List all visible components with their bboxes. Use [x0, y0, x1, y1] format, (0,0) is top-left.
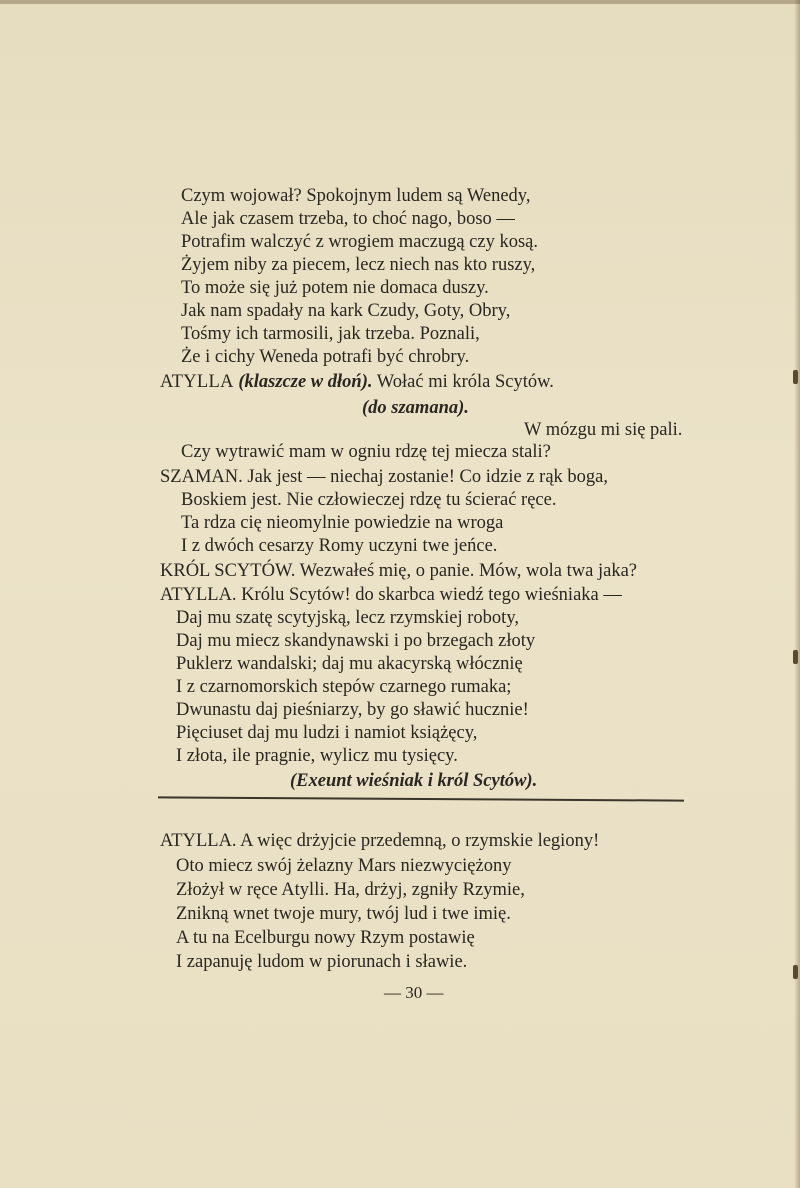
speaker-line: ATYLLA. A więc drżyjcie przedemną, o rzymskie legiony! — [160, 831, 600, 851]
verse-line: Oto miecz swój żelazny Mars niezwyciężony — [176, 856, 512, 876]
page-right-edge — [794, 0, 800, 1188]
verse-line: Ale jak czasem trzeba, to choć nago, boso — — [181, 209, 515, 229]
section-divider — [158, 796, 684, 801]
verse-line: Czym wojował? Spokojnym ludem są Wenedy, — [181, 186, 531, 206]
verse-line: Potrafim walczyć z wrogiem maczugą czy kosą. — [181, 232, 539, 252]
verse-line: Puklerz wandalski; daj mu akacyrską włócznię — [176, 654, 523, 674]
speaker-name: ATYLLA — [160, 372, 234, 392]
verse-line: Znikną wnet twoje mury, twój lud i twe imię. — [176, 904, 511, 924]
verse-line: Pięciuset daj mu ludzi i namiot książęcy, — [176, 723, 478, 743]
verse-line: I z dwóch cesarzy Romy uczyni twe jeńce. — [181, 536, 498, 556]
verse-text: Wołać mi króla Scytów. — [376, 372, 554, 392]
speaker-line — [160, 371, 554, 393]
speaker-line: KRÓL SCYTÓW. Wezwałeś mię, o panie. Mów, wola twa jaka? — [160, 561, 638, 581]
page-top-edge — [0, 0, 800, 4]
verse-line: I z czarnomorskich stepów czarnego rumaka; — [176, 677, 512, 697]
page-number: — 30 — — [384, 983, 444, 1002]
stage-direction: (Exeunt wieśniak i król Scytów). — [290, 771, 538, 791]
verse-line: Daj mu miecz skandynawski i po brzegach złoty — [176, 631, 536, 651]
verse-line: Tośmy ich tarmosili, jak trzeba. Poznali, — [181, 324, 480, 344]
margin-mark — [793, 370, 798, 384]
verse-line: I zapanuję ludom w piorunach i sławie. — [176, 952, 468, 972]
verse-line: I złota, ile pragnie, wylicz mu tysięcy. — [176, 746, 458, 766]
verse-line: Dwunastu daj pieśniarzy, by go sławić hucznie! — [176, 700, 529, 720]
verse-line: Boskiem jest. Nie człowieczej rdzę tu ścierać ręce. — [181, 490, 557, 510]
margin-mark — [793, 965, 798, 979]
speaker-line: SZAMAN. Jak jest — niechaj zostanie! Co idzie z rąk boga, — [160, 467, 608, 487]
verse-line: Czy wytrawić mam w ogniu rdzę tej miecza stali? — [181, 442, 551, 462]
verse-line: Że i cichy Weneda potrafi być chrobry. — [181, 347, 470, 367]
stage-direction: (klaszcze w dłoń). — [238, 372, 373, 392]
verse-line: Ta rdza cię nieomylnie powiedzie na wroga — [181, 513, 504, 533]
speaker-line: ATYLLA. Królu Scytów! do skarbca wiedź tego wieśniaka — — [160, 585, 622, 605]
verse-line: To może się już potem nie domaca duszy. — [181, 278, 489, 298]
verse-line: Złożył w ręce Atylli. Ha, drżyj, zgniły Rzymie, — [176, 880, 525, 900]
stage-direction: (do szamana). — [362, 398, 469, 418]
verse-line: Żyjem niby za piecem, lecz niech nas kto ruszy, — [181, 255, 536, 275]
verse-line: Daj mu szatę scytyjską, lecz rzymskiej roboty, — [176, 608, 519, 628]
verse-line: W mózgu mi się pali. — [524, 420, 683, 440]
margin-mark — [793, 650, 798, 664]
verse-line: A tu na Ecelburgu nowy Rzym postawię — [176, 928, 475, 948]
verse-line: Jak nam spadały na kark Czudy, Goty, Obry, — [181, 301, 511, 321]
